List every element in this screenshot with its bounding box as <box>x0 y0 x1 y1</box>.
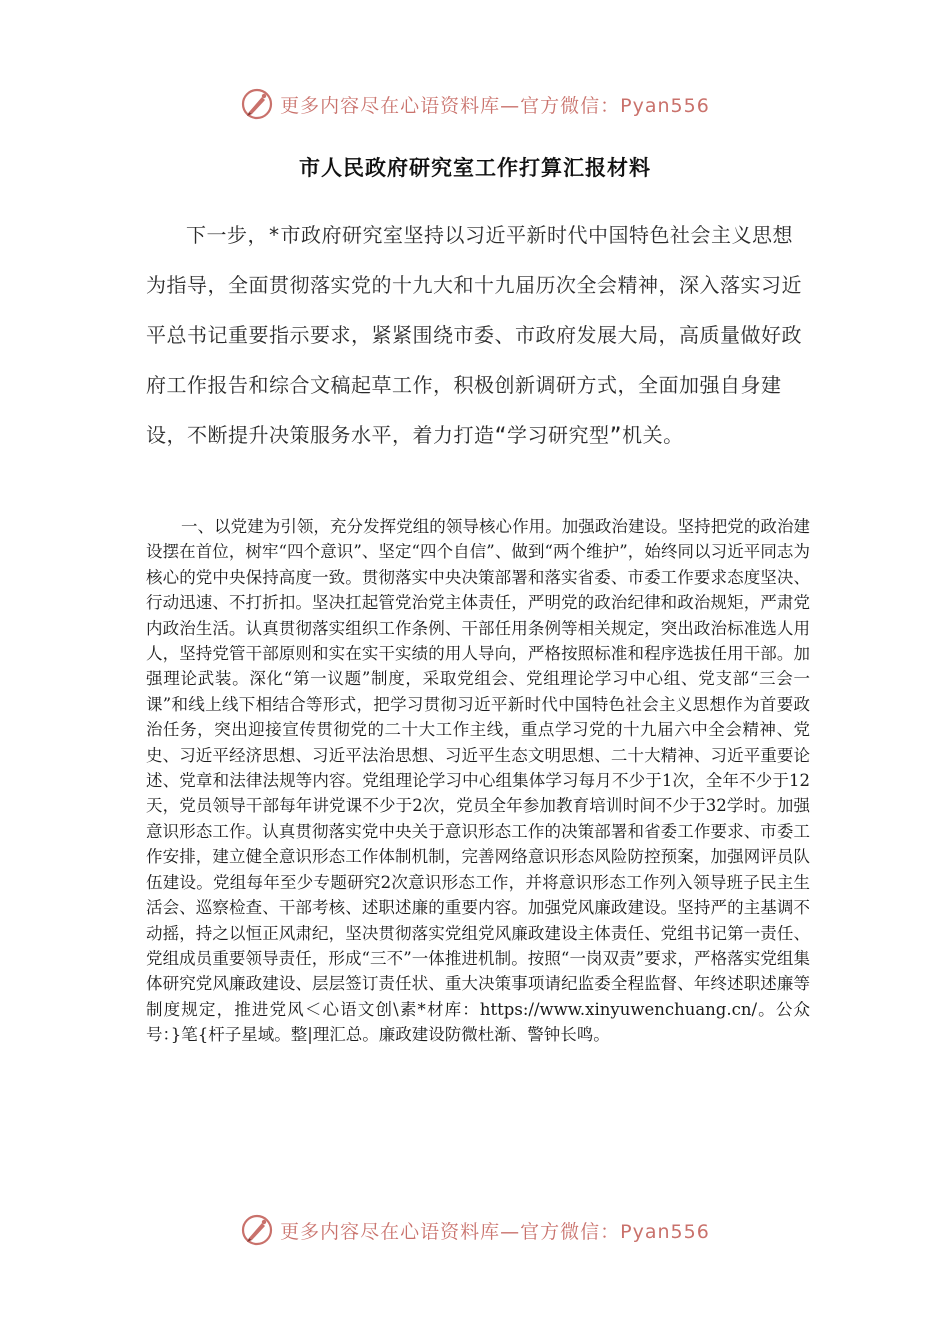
pen-circle-icon <box>240 1213 274 1247</box>
section-1-paragraph: 一、以党建为引领，充分发挥党组的领导核心作用。加强政治建设。坚持把党的政治建设摆在首位，树牢“四个意识”、坚定“四个自信”、做到“两个维护”，始终同以习近平同志为核心的党中央保持高度一致。贯彻落实中央决策部署和落实省委、市委工作要求态度坚决、行动迅速、不打折扣。坚决扛起管党治党主体责任，严明党的政治纪律和政治规矩，严肃党内政治生活。认真贯彻落实组织工作条例、干部任用条例等相关规定，突出政治标准选人用人，坚持党管干部原则和实在实干实绩的用人导向，严格按照标准和程序选拔任用干部。加强理论武装。深化“第一议题”制度，采取党组会、党组理论学习中心组、党支部“三会一课”和线上线下相结合等形式，把学习贯彻习近平新时代中国特色社会主义思想作为首要政治任务，突出迎接宣传贯彻党的二十大工作主线，重点学习党的十九届六中全会精神、党史、习近平经济思想、习近平法治思想、习近平生态文明思想、二十大精神、习近平重要论述、党章和法律法规等内容。党组理论学习中心组集体学习每月不少于1次，全年不少于12天，党员领导干部每年讲党课不少于2次，党员全年参加教育培训时间不少于32学时。加强意识形态工作。认真贯彻落实党中央关于意识形态工作的决策部署和省委工作要求、市委工作安排，建立健全意识形态工作体制机制，完善网络意识形态风险防控预案，加强网评员队伍建设。党组每年至少专题研究2次意识形态工作，并将意识形态工作列入领导班子民主生活会、巡察检查、干部考核、述职述廉的重要内容。加强党风廉政建设。坚持严的主基调不动摇，持之以恒正风肃纪，坚决贯彻落实党组党风廉政建设主体责任、党组书记第一责任、党组成员重要领导责任，形成“三不”一体推进机制。按照“一岗双责”要求，严格落实党组集体研究党风廉政建设、层层签订责任状、重大决策事项请纪监委全程监督、年终述职述廉等制度规定，推进党风＜心语文创\素*材库：https://www.xinyuwenchuang.cn/。公众号：}笔{杆子星域。整|理汇总。廉政建设防微杜渐、警钟长鸣。 <box>146 517 810 1045</box>
watermark-text: 更多内容尽在心语资料库—官方微信：Pyan556 <box>280 1220 710 1243</box>
document-title: 市人民政府研究室工作打算汇报材料 <box>299 156 651 180</box>
pen-circle-icon <box>240 87 274 121</box>
watermark-banner-bottom <box>0 1210 950 1250</box>
watermark-text: 更多内容尽在心语资料库—官方微信：Pyan556 <box>280 94 710 117</box>
watermark-banner-top <box>0 84 950 124</box>
intro-paragraph: 下一步，*市政府研究室坚持以习近平新时代中国特色社会主义思想为指导，全面贯彻落实党的十九大和十九届历次全会精神，深入落实习近平总书记重要指示要求，紧紧围绕市委、市政府发展大局，高质量做好政府工作报告和综合文稿起草工作，积极创新调研方式，全面加强自身建设，不断提升决策服务水平，着力打造“学习研究型”机关。 <box>146 223 802 447</box>
